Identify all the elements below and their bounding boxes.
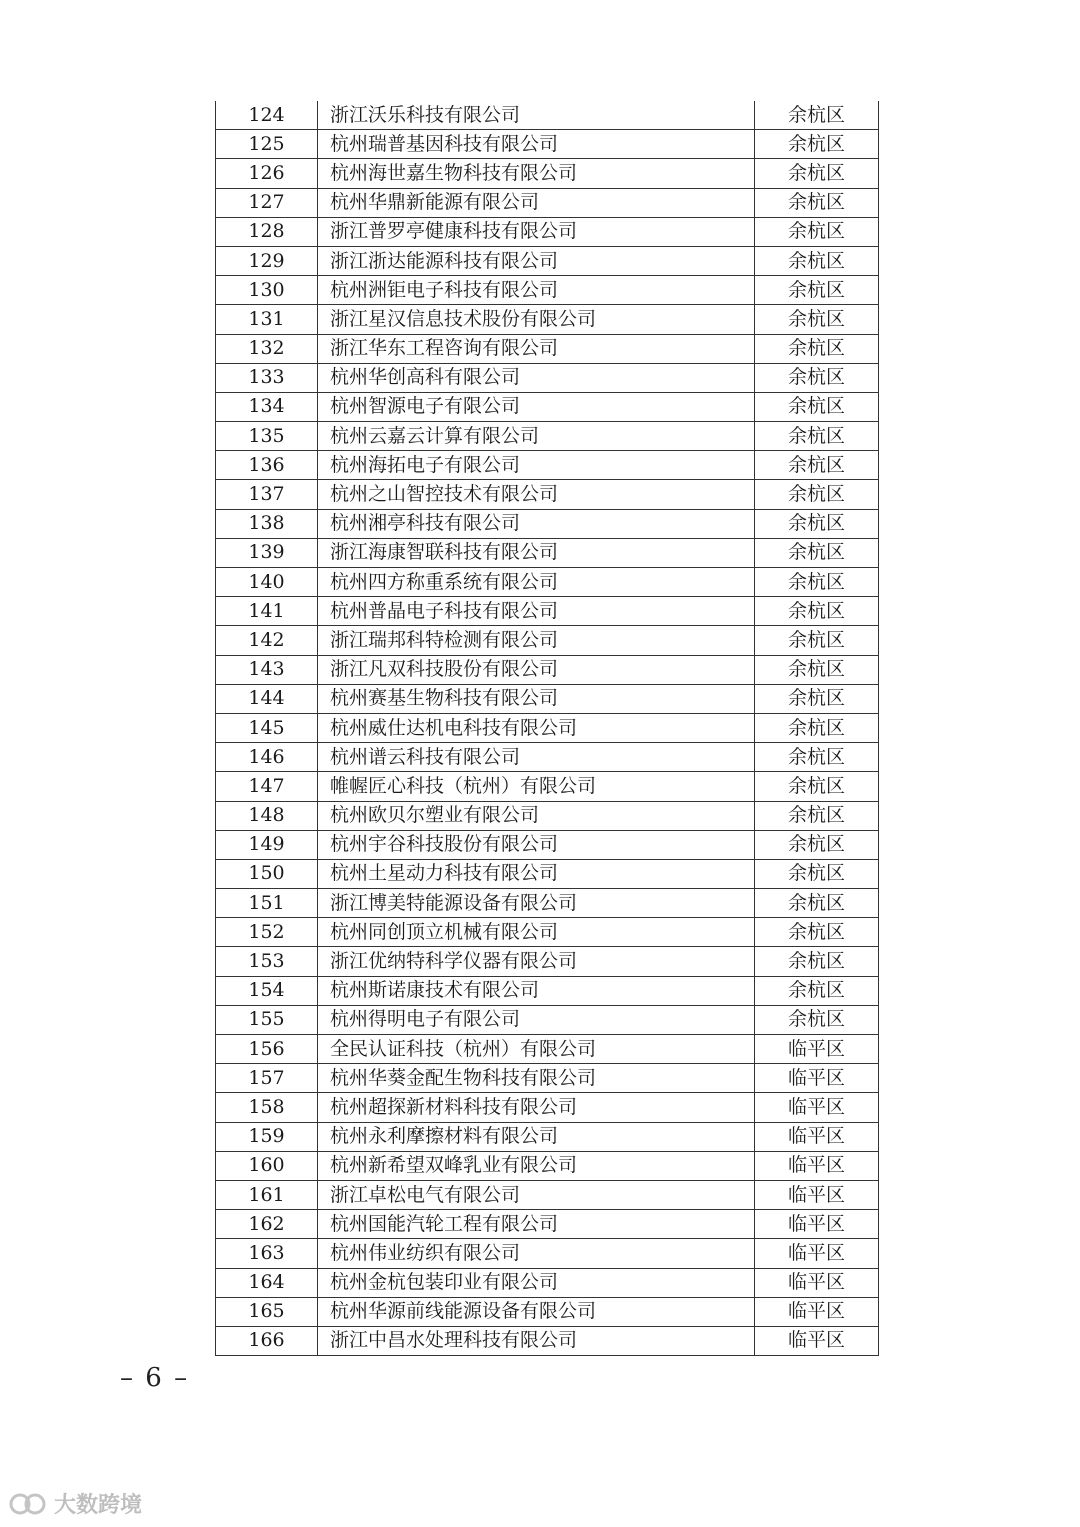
- row-number-cell: 141: [216, 597, 318, 626]
- row-number-cell: 163: [216, 1239, 318, 1268]
- district-cell: 余杭区: [755, 392, 879, 421]
- row-number-cell: 139: [216, 538, 318, 567]
- district-cell: 临平区: [755, 1035, 879, 1064]
- district-cell: 临平区: [755, 1239, 879, 1268]
- table-row: [216, 246, 879, 275]
- district-cell: 余杭区: [755, 626, 879, 655]
- district-cell: 余杭区: [755, 918, 879, 947]
- table-row: [216, 801, 879, 830]
- page-number: – 6 –: [120, 1363, 190, 1393]
- row-number-cell: 126: [216, 159, 318, 188]
- row-number-cell: 152: [216, 918, 318, 947]
- company-name-cell: 杭州谱云科技有限公司: [318, 743, 755, 772]
- table-row: [216, 713, 879, 742]
- company-name-cell: 浙江优纳特科学仪器有限公司: [318, 947, 755, 976]
- row-number-cell: 140: [216, 568, 318, 597]
- row-number-cell: 161: [216, 1180, 318, 1209]
- company-name-cell: 杭州洲钜电子科技有限公司: [318, 276, 755, 305]
- district-cell: 余杭区: [755, 130, 879, 159]
- table-row: [216, 947, 879, 976]
- table-row: [216, 1005, 879, 1034]
- company-name-cell: 浙江凡双科技股份有限公司: [318, 655, 755, 684]
- district-cell: 临平区: [755, 1064, 879, 1093]
- company-name-cell: 杭州之山智控技术有限公司: [318, 480, 755, 509]
- company-name-cell: 杭州伟业纺织有限公司: [318, 1239, 755, 1268]
- company-name-cell: 杭州四方称重系统有限公司: [318, 568, 755, 597]
- row-number-cell: 166: [216, 1326, 318, 1355]
- table-row: [216, 101, 879, 130]
- table-row: [216, 538, 879, 567]
- company-name-cell: 全民认证科技（杭州）有限公司: [318, 1035, 755, 1064]
- company-name-cell: 杭州海拓电子有限公司: [318, 451, 755, 480]
- district-cell: 余杭区: [755, 188, 879, 217]
- district-cell: 余杭区: [755, 101, 879, 130]
- district-cell: 临平区: [755, 1210, 879, 1239]
- row-number-cell: 129: [216, 246, 318, 275]
- company-list-table: [215, 101, 879, 1356]
- row-number-cell: 158: [216, 1093, 318, 1122]
- company-name-cell: 杭州华源前线能源设备有限公司: [318, 1297, 755, 1326]
- district-cell: 余杭区: [755, 1005, 879, 1034]
- company-name-cell: 浙江卓松电气有限公司: [318, 1180, 755, 1209]
- row-number-cell: 132: [216, 334, 318, 363]
- table-row: [216, 392, 879, 421]
- watermark-text: 大数跨境: [54, 1493, 143, 1518]
- table-row: [216, 1268, 879, 1297]
- row-number-cell: 159: [216, 1122, 318, 1151]
- table-row: [216, 918, 879, 947]
- table-row: [216, 1151, 879, 1180]
- company-name-cell: 杭州湘亭科技有限公司: [318, 509, 755, 538]
- row-number-cell: 125: [216, 130, 318, 159]
- district-cell: 余杭区: [755, 772, 879, 801]
- row-number-cell: 138: [216, 509, 318, 538]
- district-cell: 余杭区: [755, 655, 879, 684]
- district-cell: 临平区: [755, 1326, 879, 1355]
- company-name-cell: 浙江普罗亭健康科技有限公司: [318, 217, 755, 246]
- table-row: [216, 1035, 879, 1064]
- company-name-cell: 浙江海康智联科技有限公司: [318, 538, 755, 567]
- table-row: [216, 976, 879, 1005]
- company-name-cell: 杭州智源电子有限公司: [318, 392, 755, 421]
- district-cell: 余杭区: [755, 684, 879, 713]
- row-number-cell: 128: [216, 217, 318, 246]
- company-name-cell: 浙江博美特能源设备有限公司: [318, 889, 755, 918]
- district-cell: 临平区: [755, 1122, 879, 1151]
- row-number-cell: 160: [216, 1151, 318, 1180]
- company-name-cell: 浙江星汉信息技术股份有限公司: [318, 305, 755, 334]
- row-number-cell: 157: [216, 1064, 318, 1093]
- company-name-cell: 杭州赛基生物科技有限公司: [318, 684, 755, 713]
- company-name-cell: 浙江浙达能源科技有限公司: [318, 246, 755, 275]
- company-name-cell: 杭州华鼎新能源有限公司: [318, 188, 755, 217]
- company-name-cell: 浙江沃乐科技有限公司: [318, 101, 755, 130]
- table-row: [216, 276, 879, 305]
- row-number-cell: 131: [216, 305, 318, 334]
- row-number-cell: 156: [216, 1035, 318, 1064]
- table-row: [216, 772, 879, 801]
- table-row: [216, 743, 879, 772]
- row-number-cell: 135: [216, 422, 318, 451]
- table-row: [216, 1093, 879, 1122]
- company-name-cell: 杭州欧贝尔塑业有限公司: [318, 801, 755, 830]
- row-number-cell: 149: [216, 830, 318, 859]
- row-number-cell: 130: [216, 276, 318, 305]
- district-cell: 余杭区: [755, 743, 879, 772]
- table-row: [216, 422, 879, 451]
- company-name-cell: 杭州云嘉云计算有限公司: [318, 422, 755, 451]
- company-name-cell: 杭州国能汽轮工程有限公司: [318, 1210, 755, 1239]
- district-cell: 余杭区: [755, 801, 879, 830]
- district-cell: 余杭区: [755, 305, 879, 334]
- district-cell: 临平区: [755, 1151, 879, 1180]
- row-number-cell: 154: [216, 976, 318, 1005]
- row-number-cell: 127: [216, 188, 318, 217]
- table-row: [216, 130, 879, 159]
- company-name-cell: 杭州新希望双峰乳业有限公司: [318, 1151, 755, 1180]
- row-number-cell: 153: [216, 947, 318, 976]
- company-name-cell: 杭州海世嘉生物科技有限公司: [318, 159, 755, 188]
- table-row: [216, 1122, 879, 1151]
- district-cell: 余杭区: [755, 246, 879, 275]
- district-cell: 余杭区: [755, 422, 879, 451]
- table-row: [216, 684, 879, 713]
- district-cell: 余杭区: [755, 859, 879, 888]
- row-number-cell: 137: [216, 480, 318, 509]
- row-number-cell: 162: [216, 1210, 318, 1239]
- company-name-cell: 杭州斯诺康技术有限公司: [318, 976, 755, 1005]
- row-number-cell: 143: [216, 655, 318, 684]
- table-row: [216, 830, 879, 859]
- district-cell: 余杭区: [755, 713, 879, 742]
- company-name-cell: 杭州同创顶立机械有限公司: [318, 918, 755, 947]
- district-cell: 余杭区: [755, 334, 879, 363]
- table-row: [216, 363, 879, 392]
- row-number-cell: 133: [216, 363, 318, 392]
- table-row: [216, 1180, 879, 1209]
- company-name-cell: 杭州华葵金配生物科技有限公司: [318, 1064, 755, 1093]
- row-number-cell: 165: [216, 1297, 318, 1326]
- district-cell: 余杭区: [755, 947, 879, 976]
- table-row: [216, 1297, 879, 1326]
- district-cell: 余杭区: [755, 538, 879, 567]
- district-cell: 余杭区: [755, 217, 879, 246]
- district-cell: 余杭区: [755, 363, 879, 392]
- row-number-cell: 144: [216, 684, 318, 713]
- row-number-cell: 151: [216, 889, 318, 918]
- district-cell: 余杭区: [755, 276, 879, 305]
- table-row: [216, 859, 879, 888]
- district-cell: 临平区: [755, 1268, 879, 1297]
- district-cell: 临平区: [755, 1180, 879, 1209]
- company-name-cell: 杭州土星动力科技有限公司: [318, 859, 755, 888]
- company-name-cell: 浙江华东工程咨询有限公司: [318, 334, 755, 363]
- table-row: [216, 334, 879, 363]
- district-cell: 余杭区: [755, 509, 879, 538]
- watermark: [8, 1488, 142, 1519]
- district-cell: 余杭区: [755, 159, 879, 188]
- company-name-cell: 杭州华创高科有限公司: [318, 363, 755, 392]
- table-row: [216, 188, 879, 217]
- company-name-cell: 杭州普晶电子科技有限公司: [318, 597, 755, 626]
- table-body: [216, 101, 879, 1356]
- company-name-cell: 杭州超探新材料科技有限公司: [318, 1093, 755, 1122]
- row-number-cell: 155: [216, 1005, 318, 1034]
- district-cell: 临平区: [755, 1297, 879, 1326]
- row-number-cell: 147: [216, 772, 318, 801]
- company-name-cell: 杭州瑞普基因科技有限公司: [318, 130, 755, 159]
- company-name-cell: 浙江中昌水处理科技有限公司: [318, 1326, 755, 1355]
- row-number-cell: 124: [216, 101, 318, 130]
- table-row: [216, 889, 879, 918]
- district-cell: 余杭区: [755, 568, 879, 597]
- district-cell: 余杭区: [755, 830, 879, 859]
- district-cell: 余杭区: [755, 976, 879, 1005]
- row-number-cell: 148: [216, 801, 318, 830]
- table-row: [216, 1064, 879, 1093]
- company-name-cell: 杭州威仕达机电科技有限公司: [318, 713, 755, 742]
- table-row: [216, 217, 879, 246]
- table-row: [216, 1239, 879, 1268]
- table-row: [216, 451, 879, 480]
- district-cell: 余杭区: [755, 451, 879, 480]
- company-name-cell: 浙江瑞邦科特检测有限公司: [318, 626, 755, 655]
- row-number-cell: 134: [216, 392, 318, 421]
- row-number-cell: 164: [216, 1268, 318, 1297]
- company-name-cell: 杭州永利摩擦材料有限公司: [318, 1122, 755, 1151]
- table-row: [216, 480, 879, 509]
- table-row: [216, 509, 879, 538]
- district-cell: 临平区: [755, 1093, 879, 1122]
- row-number-cell: 150: [216, 859, 318, 888]
- table-row: [216, 1326, 879, 1355]
- table-row: [216, 159, 879, 188]
- table-row: [216, 655, 879, 684]
- table-row: [216, 1210, 879, 1239]
- brand-logo-icon: [8, 1490, 48, 1518]
- row-number-cell: 146: [216, 743, 318, 772]
- company-name-cell: 帷幄匠心科技（杭州）有限公司: [318, 772, 755, 801]
- district-cell: 余杭区: [755, 480, 879, 509]
- company-name-cell: 杭州宇谷科技股份有限公司: [318, 830, 755, 859]
- company-name-cell: 杭州得明电子有限公司: [318, 1005, 755, 1034]
- company-name-cell: 杭州金杭包装印业有限公司: [318, 1268, 755, 1297]
- table-row: [216, 626, 879, 655]
- table-row: [216, 305, 879, 334]
- district-cell: 余杭区: [755, 597, 879, 626]
- district-cell: 余杭区: [755, 889, 879, 918]
- row-number-cell: 145: [216, 713, 318, 742]
- table-row: [216, 568, 879, 597]
- table-row: [216, 597, 879, 626]
- row-number-cell: 136: [216, 451, 318, 480]
- row-number-cell: 142: [216, 626, 318, 655]
